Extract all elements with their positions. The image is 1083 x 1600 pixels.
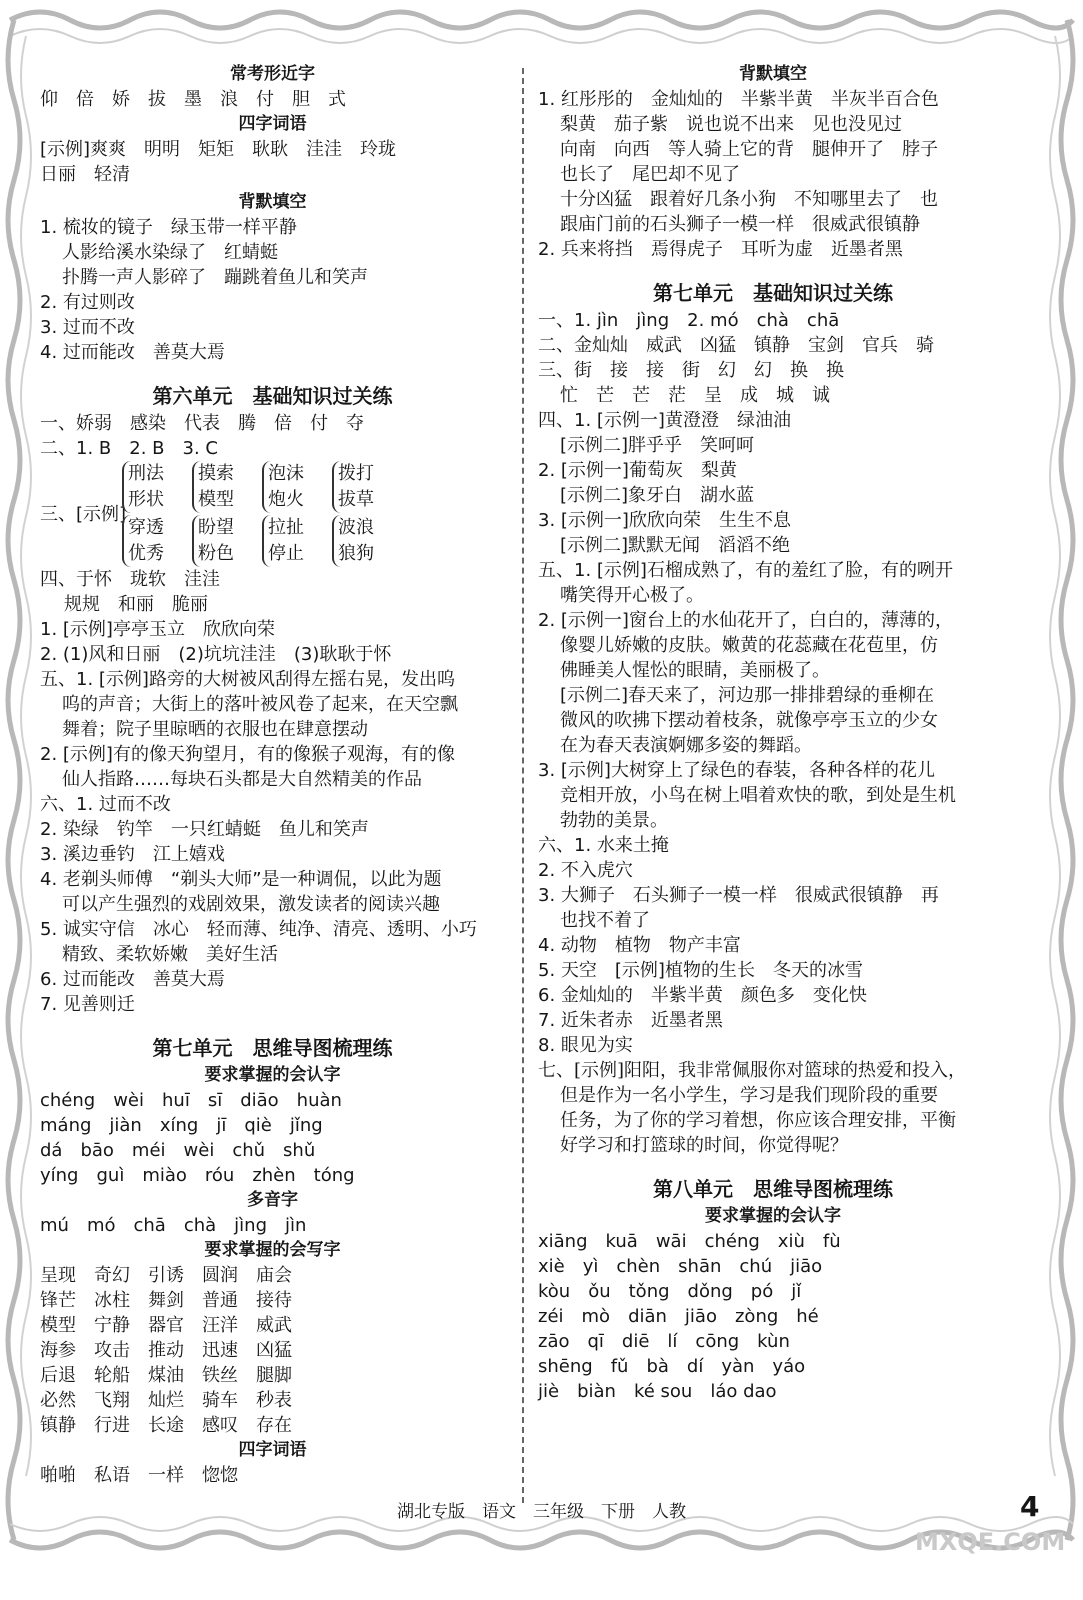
unit7-q5-3a: 3. [示例]大树穿上了绿色的春装，各种各样的花儿 (538, 760, 935, 781)
unit7-q4-5: 3. [示例一]欣欣向荣 生生不息 (538, 510, 791, 531)
unit7-q6-1: 六、1. 水来土掩 (538, 835, 669, 856)
right-column (538, 62, 1008, 1404)
unit7-title: 第七单元 基础知识过关练 (653, 281, 893, 305)
unit6-q4-line-4: 2. (1)风和日丽 (2)坑坑洼洼 (3)耿耿于怀 (40, 644, 392, 665)
unit7-q5-3b: 竞相开放，小鸟在树上唱着欢快的歌，到处是生机 (560, 785, 956, 806)
word-pair: 摸索 模型 (192, 461, 260, 513)
unit7-q4-6: [示例二]默默无闻 滔滔不绝 (560, 535, 791, 556)
polyphonic-line: mú mó chā chà jìng jìn (40, 1215, 307, 1236)
write-words-line: 模型 宁静 器官 汪洋 威武 (40, 1315, 292, 1336)
unit6-q1: 一、娇弱 感染 代表 腾 倍 付 夺 (40, 413, 364, 434)
four-char-words-line-3: 啪啪 私语 一样 惚惚 (40, 1465, 238, 1486)
recite2-e: 十分凶猛 跟着好几条小狗 不知哪里去了 也 (560, 189, 938, 210)
write-words-line: 后退 轮船 煤油 铁丝 腿脚 (40, 1365, 292, 1386)
recite-item-1b: 人影给溪水染绿了 红蜻蜓 (62, 242, 278, 263)
unit6-q5-1b: 呜的声音；大街上的落叶被风卷了起来，在天空飘 (62, 694, 458, 715)
recite-item-1c: 扑腾一声人影碎了 蹦跳着鱼儿和笑声 (62, 267, 368, 288)
unit7-q6-4: 4. 动物 植物 物产丰富 (538, 935, 741, 956)
heading-recite-fill: 背默填空 (238, 192, 307, 212)
unit7-q5-1a: 五、1. [示例]石榴成熟了，有的羞红了脸，有的咧开 (538, 560, 953, 581)
left-column (40, 62, 505, 1488)
unit7-q6-8: 8. 眼见为实 (538, 1035, 633, 1056)
pinyin-line: zāo qī diē lí cōng kùn (538, 1331, 790, 1352)
unit6-q6-2: 2. 染绿 钓竿 一只红蜻蜓 鱼儿和笑声 (40, 819, 369, 840)
unit7-q5-2a: 2. [示例一]窗台上的水仙花开了，白白的，薄薄的， (538, 610, 953, 631)
unit6-q3-block (40, 461, 505, 567)
unit8-mindmap-title: 第八单元 思维导图梳理练 (653, 1177, 893, 1201)
write-words-line: 镇静 行进 长途 感叹 存在 (40, 1415, 292, 1436)
unit6-q3-word-pairs (122, 461, 400, 567)
unit7-q4-2: [示例二]胖乎乎 笑呵呵 (560, 435, 755, 456)
recite2-g: 2. 兵来将挡 焉得虎子 耳听为虚 近墨者黑 (538, 239, 903, 260)
unit6-q6-4a: 4. 老剃头师傅 “剃头大师”是一种调侃，以此为题 (40, 869, 442, 890)
heading-recite-fill-2: 背默填空 (739, 64, 807, 84)
unit7-q5-2d: [示例二]春天来了，河边那一排排碧绿的垂柳在 (560, 685, 935, 706)
unit7-q7-1: 七、[示例]阳阳，我非常佩服你对篮球的热爱和投入， (538, 1060, 967, 1081)
unit7-q4-3: 2. [示例一]葡萄灰 梨黄 (538, 460, 737, 481)
four-char-words-line-2: 日丽 轻清 (40, 164, 130, 185)
unit7-q6-5: 5. 天空 [示例]植物的生长 冬天的冰雪 (538, 960, 863, 981)
recite-item-1a: 1. 梳妆的镜子 绿玉带一样平静 (40, 217, 297, 238)
unit7-q4-4: [示例二]象牙白 湖水蓝 (560, 485, 755, 506)
word-pair: 刑法 形状 (122, 461, 190, 513)
unit7-q5-2e: 微风的吹拂下摆动着枝条，就像亭亭玉立的少女 (560, 710, 938, 731)
pinyin-line: zéi mò diān jiāo zòng hé (538, 1306, 819, 1327)
page-footer: 湖北专版 语文 三年级 下册 人教 (397, 1502, 686, 1522)
unit6-q5-2b: 仙人指路……每块石头都是大自然精美的作品 (62, 769, 422, 790)
word-pair: 拨打 拔草 (332, 461, 400, 513)
unit7-q6-6: 6. 金灿灿的 半紫半黄 颜色多 变化快 (538, 985, 867, 1006)
unit6-q4-line-3: 1. [示例]亭亭玉立 欣欣向荣 (40, 619, 275, 640)
unit7-q5-2f: 在为春天表演婀娜多姿的舞蹈。 (560, 735, 812, 756)
word-pair: 波浪 狼狗 (332, 515, 400, 567)
recite-item-2: 2. 有过则改 (40, 292, 135, 313)
word-pair: 泡沫 炮火 (262, 461, 330, 513)
pinyin-line: yíng guì miào róu zhèn tóng (40, 1165, 355, 1186)
unit7-q6-3a: 3. 大狮子 石头狮子一模一样 很威武很镇静 再 (538, 885, 939, 906)
unit7-q6-7: 7. 近朱者赤 近墨者黑 (538, 1010, 723, 1031)
unit6-title: 第六单元 基础知识过关练 (152, 384, 393, 408)
unit7-mindmap-title: 第七单元 思维导图梳理练 (152, 1036, 393, 1060)
pinyin-line: jiè biàn ké sou láo dao (538, 1381, 777, 1402)
column-divider (522, 68, 524, 1503)
unit6-q4-line-2: 规规 和丽 脆丽 (64, 594, 208, 615)
unit7-q3a: 三、街 接 接 街 幻 幻 换 换 (538, 360, 844, 381)
heading-four-char-words-2: 四字词语 (238, 1440, 307, 1460)
pinyin-line: chéng wèi huī sī diāo huàn (40, 1090, 342, 1111)
unit6-q6-5a: 5. 诚实守信 冰心 轻而薄、纯净、清亮、透明、小巧 (40, 919, 477, 940)
unit6-q6-4b: 可以产生强烈的戏剧效果，激发读者的阅读兴趣 (62, 894, 440, 915)
pinyin-line: xiāng kuā wāi chéng xiù fù (538, 1231, 841, 1252)
recite2-f: 跟庙门前的石头狮子一模一样 很威武很镇静 (560, 214, 920, 235)
unit7-q7-3: 任务，为了你的学习着想，你应该合理安排，平衡 (560, 1110, 956, 1131)
unit6-q6-7: 7. 见善则迁 (40, 994, 135, 1015)
unit6-q6-5b: 精致、柔软娇嫩 美好生活 (62, 944, 278, 965)
write-words-line: 必然 飞翔 灿烂 骑车 秒表 (40, 1390, 292, 1411)
unit7-q6-2: 2. 不入虎穴 (538, 860, 633, 881)
unit6-q6-1: 六、1. 过而不改 (40, 794, 171, 815)
unit7-q3b: 忙 芒 芒 茫 呈 成 城 诚 (560, 385, 830, 406)
word-pair: 拉扯 停止 (262, 515, 330, 567)
watermark: MXQE.COM (915, 1528, 1066, 1556)
recite-item-3: 3. 过而不改 (40, 317, 135, 338)
heading-write-chars: 要求掌握的会写字 (204, 1240, 341, 1260)
pinyin-line: máng jiàn xíng jī qiè jǐng (40, 1115, 323, 1136)
unit7-q5-1b: 嘴笑得开心极了。 (560, 585, 704, 606)
pinyin-line: xiè yì chèn shān chú jiāo (538, 1256, 823, 1277)
unit7-q2: 二、金灿灿 威武 凶猛 镇静 宝剑 官兵 骑 (538, 335, 934, 356)
heading-polyphonic: 多音字 (247, 1190, 298, 1210)
unit7-q5-2c: 佛睡美人惺忪的眼睛，美丽极了。 (560, 660, 830, 681)
recite2-b: 梨黄 茄子紫 说也说不出来 见也没见过 (560, 114, 902, 135)
heading-read-chars: 要求掌握的会认字 (204, 1065, 341, 1085)
unit7-q6-3b: 也找不着了 (560, 910, 650, 931)
recite2-d: 也长了 尾巴却不见了 (560, 164, 740, 185)
word-pair: 盼望 粉色 (192, 515, 260, 567)
heading-similar-chars: 常考形近字 (230, 64, 315, 84)
unit6-q5-2a: 2. [示例]有的像天狗望月，有的像猴子观海，有的像 (40, 744, 455, 765)
unit7-q7-2: 但是作为一名小学生，学习是我们现阶段的重要 (560, 1085, 938, 1106)
page-number: 4 (1020, 1490, 1040, 1523)
unit6-q6-3: 3. 溪边垂钓 江上嬉戏 (40, 844, 225, 865)
similar-chars-line: 仰 倍 娇 拔 墨 浪 付 胆 式 (40, 89, 346, 110)
unit7-q1: 一、1. jìn jìng 2. mó chà chā (538, 310, 840, 331)
pinyin-line: dá bāo méi wèi chǔ shǔ (40, 1140, 316, 1161)
four-char-words-line-1: [示例]爽爽 明明 矩矩 耿耿 洼洼 玲珑 (40, 139, 397, 160)
unit6-q5-1a: 五、1. [示例]路旁的大树被风刮得左摇右晃，发出呜 (40, 669, 455, 690)
write-words-line: 呈现 奇幻 引诱 圆润 庙会 (40, 1265, 292, 1286)
recite-item-4: 4. 过而能改 善莫大焉 (40, 342, 225, 363)
unit7-q5-3c: 勃勃的美景。 (560, 810, 668, 831)
unit6-q5-1c: 舞着；院子里晾晒的衣服也在肆意摆动 (62, 719, 368, 740)
recite2-a: 1. 红彤彤的 金灿灿的 半紫半黄 半灰半百合色 (538, 89, 939, 110)
recite2-c: 向南 向西 等人骑上它的背 腿伸开了 脖子 (560, 139, 938, 160)
write-words-line: 海参 攻击 推动 迅速 凶猛 (40, 1340, 292, 1361)
heading-four-char-words: 四字词语 (238, 114, 307, 134)
heading-read-chars-2: 要求掌握的会认字 (705, 1206, 841, 1226)
unit6-q6-6: 6. 过而能改 善莫大焉 (40, 969, 225, 990)
pinyin-line: kòu ǒu tǒng dǒng pó jǐ (538, 1281, 802, 1302)
unit7-q4-1: 四、1. [示例一]黄澄澄 绿油油 (538, 410, 791, 431)
unit6-q2: 二、1. B 2. B 3. C (40, 438, 218, 459)
unit6-q3-label: 三、[示例] (40, 503, 127, 525)
unit7-q7-4: 好学习和打篮球的时间，你觉得呢？ (560, 1135, 848, 1156)
unit6-q4-line-1: 四、于怀 珑软 洼洼 (40, 569, 220, 590)
write-words-line: 锋芒 冰柱 舞剑 普通 接待 (40, 1290, 292, 1311)
word-pair: 穿透 优秀 (122, 515, 190, 567)
unit7-q5-2b: 像婴儿娇嫩的皮肤。嫩黄的花蕊藏在花苞里，仿 (560, 635, 938, 656)
pinyin-line: shēng fǔ bà dí yàn yáo (538, 1356, 806, 1377)
